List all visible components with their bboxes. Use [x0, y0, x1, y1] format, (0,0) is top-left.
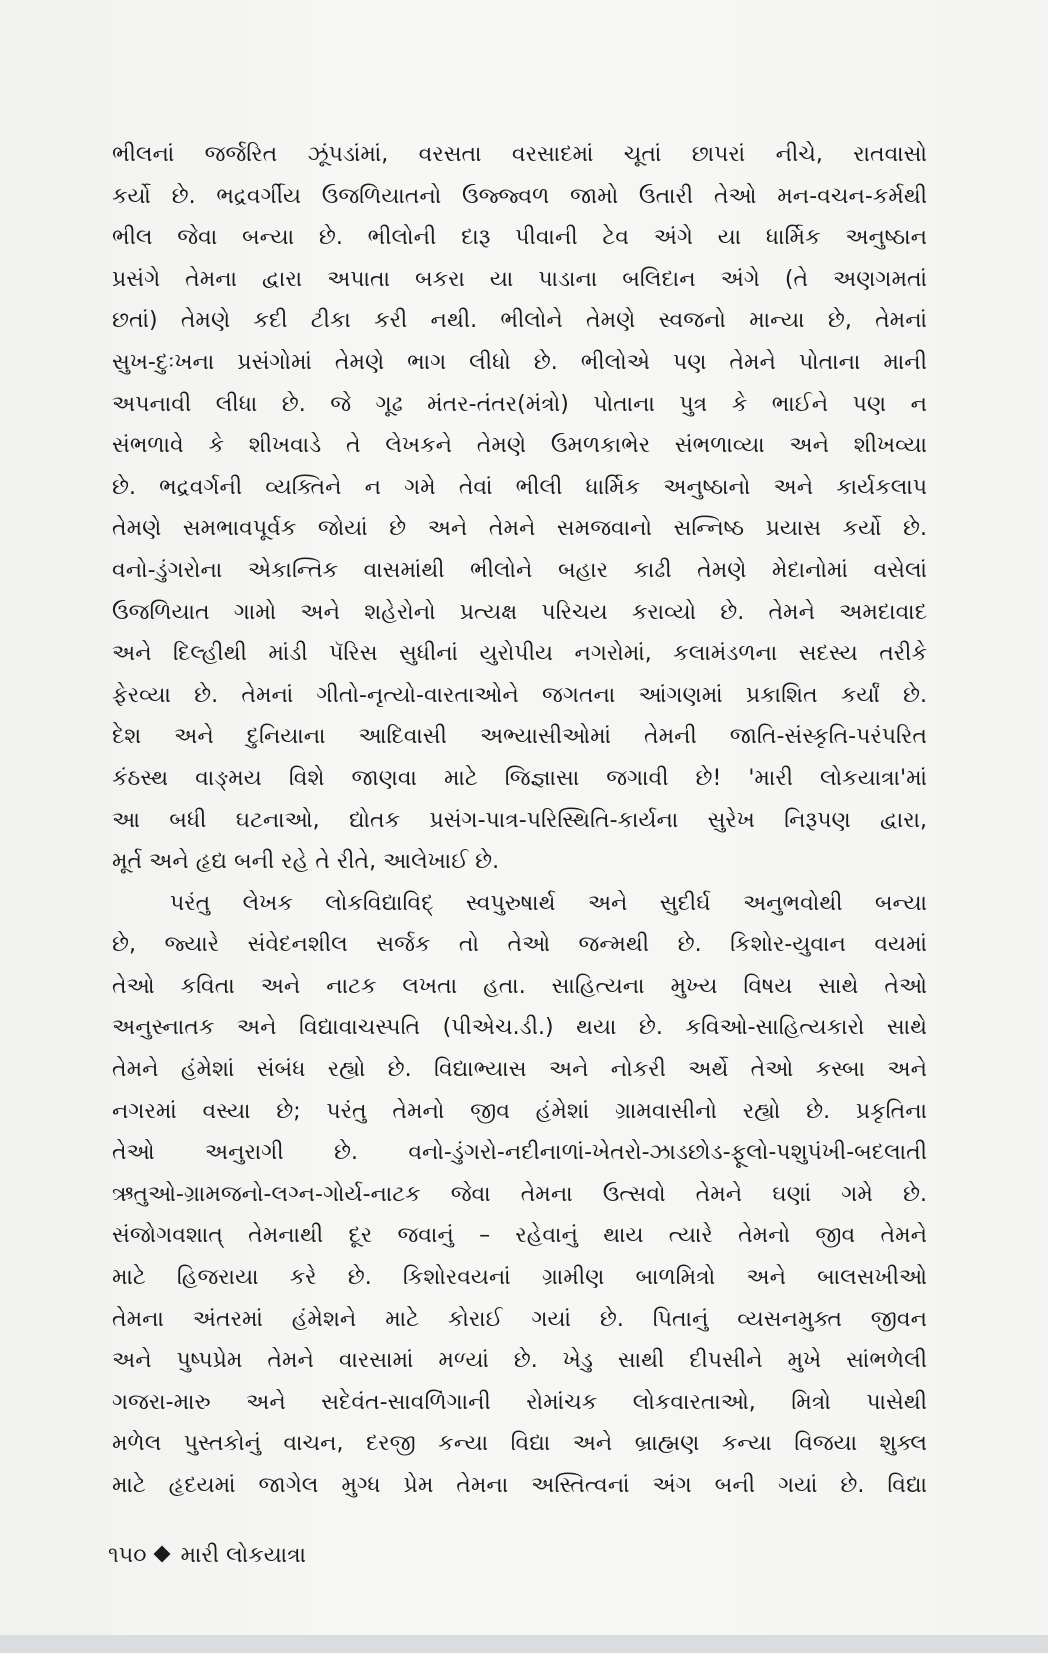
text-line: પ્રસંગે તેમના દ્વારા અપાતા બકરા યા પાડાના બલિદાન અંગે (તે અણગમતાં	[112, 266, 927, 292]
text-line: અનુસ્નાતક અને વિદ્યાવાચસ્પતિ (પીએચ.ડી.) થયા છે. કવિઓ-સાહિત્યકારો સાથે	[112, 1015, 927, 1041]
page-bottom-edge	[0, 1635, 1048, 1653]
text-line: વનો-ડુંગરોના એકાન્તિક વાસમાંથી ભીલોને બહાર કાઢી તેમણે મેદાનોમાં વસેલાં	[112, 557, 927, 583]
text-line: ફેરવ્યા છે. તેમનાં ગીતો-નૃત્યો-વારતાઓને જગતના આંગણમાં પ્રકાશિત કર્યાં છે.	[112, 682, 927, 708]
text-line: મળેલ પુસ્તકોનું વાચન, દરજી કન્યા વિદ્યા અને બ્રાહ્મણ કન્યા વિજયા શુક્લ	[112, 1431, 927, 1457]
text-line: કર્યો છે. ભદ્રવર્ગીય ઉજળિયાતનો ઉજ્જ્વળ જામો ઉતારી તેઓ મન-વચન-કર્મથી	[112, 183, 927, 209]
text-line: ઉજળિયાત ગામો અને શહેરોનો પ્રત્યક્ષ પરિચય કરાવ્યો છે. તેમને અમદાવાદ	[112, 599, 927, 625]
diamond-separator-icon	[154, 1546, 171, 1563]
text-line: અને પુષ્પપ્રેમ તેમને વારસામાં મળ્યાં છે. ખેડુ સાથી દીપસીને મુખે સાંભળેલી	[112, 1348, 927, 1374]
page-footer	[108, 1536, 306, 1576]
text-line: અને દિલ્હીથી માંડી પૅરિસ સુધીનાં યુરોપીય નગરોમાં, કલામંડળના સદસ્ય તરીકે	[112, 641, 927, 667]
text-line: ગજરા-મારુ અને સદેવંત-સાવળિંગાની રોમાંચક લોકવારતાઓ, મિત્રો પાસેથી	[112, 1389, 927, 1415]
text-line: છે, જ્યારે સંવેદનશીલ સર્જક તો તેઓ જન્મથી છે. કિશોર-યુવાન વયમાં	[112, 932, 927, 958]
text-line: નગરમાં વસ્યા છે; પરંતુ તેમનો જીવ હંમેશાં ગ્રામવાસીનો રહ્યો છે. પ્રકૃતિના	[112, 1098, 927, 1124]
text-line: કંઠસ્થ વાઙ્મય વિશે જાણવા માટે જિજ્ઞાસા જગાવી છે! 'મારી લોકયાત્રા'માં	[112, 765, 927, 791]
text-line: છે. ભદ્રવર્ગની વ્યક્તિને ન ગમે તેવાં ભીલી ધાર્મિક અનુષ્ઠાનો અને કાર્યકલાપ	[112, 474, 927, 500]
text-line: તેઓ અનુરાગી છે. વનો-ડુંગરો-નદીનાળાં-ખેતરો-ઝાડછોડ-ફૂલો-પશુપંખી-બદલાતી	[112, 1140, 927, 1166]
text-line: સંભળાવે કે શીખવાડે તે લેખકને તેમણે ઉમળકાભેર સંભળાવ્યા અને શીખવ્યા	[112, 433, 927, 459]
text-line: તેમને હંમેશાં સંબંધ રહ્યો છે. વિદ્યાભ્યાસ અને નોકરી અર્થે તેઓ કસ્બા અને	[112, 1057, 927, 1083]
paragraph-2	[112, 883, 927, 1507]
text-line: સુખ-દુઃખના પ્રસંગોમાં તેમણે ભાગ લીધો છે. ભીલોએ પણ તેમને પોતાના માની	[112, 349, 927, 375]
text-line: દેશ અને દુનિયાના આદિવાસી અભ્યાસીઓમાં તેમની જાતિ-સંસ્કૃતિ-પરંપરિત	[112, 724, 927, 750]
text-line: પરંતુ લેખક લોકવિદ્યાવિદ્ સ્વપુરુષાર્થ અને સુદીર્ઘ અનુભવોથી બન્યા	[170, 890, 927, 916]
paragraph-1	[112, 134, 927, 883]
text-line: માટે હિજરાયા કરે છે. કિશોરવયનાં ગ્રામીણ બાળમિત્રો અને બાલસખીઓ	[112, 1265, 927, 1291]
text-line: મૂર્ત અને હૃદ્ય બની રહે તે રીતે, આલેખાઈ છે.	[112, 849, 500, 875]
text-line: સંજોગવશાત્ તેમનાથી દૂર જવાનું – રહેવાનું થાય ત્યારે તેમનો જીવ તેમને	[112, 1223, 927, 1249]
text-line: તેમના અંતરમાં હંમેશને માટે કોરાઈ ગયાં છે. પિતાનું વ્યસનમુક્ત જીવન	[112, 1306, 927, 1332]
text-line: ભીલ જેવા બન્યા છે. ભીલોની દારૂ પીવાની ટેવ અંગે યા ધાર્મિક અનુષ્ઠાન	[112, 225, 927, 251]
text-line: આ બધી ઘટનાઓ, દ્યોતક પ્રસંગ-પાત્ર-પરિસ્થિતિ-કાર્યના સુરેખ નિરૂપણ દ્વારા,	[112, 807, 927, 833]
text-line: તેમણે સમભાવપૂર્વક જોયાં છે અને તેમને સમજવાનો સન્નિષ્ઠ પ્રયાસ કર્યો છે.	[112, 516, 927, 542]
text-line: અપનાવી લીધા છે. જે ગૂઢ મંતર-તંતર(મંત્રો) પોતાના પુત્ર કે ભાઈને પણ ન	[112, 391, 927, 417]
text-line: ભીલનાં જર્જરિત ઝૂંપડાંમાં, વરસતા વરસાદમાં ચૂતાં છાપરાં નીચે, રાતવાસો	[112, 142, 927, 167]
text-line: ઋતુઓ-ગ્રામજનો-લગ્ન-ગોર્ય-નાટક જેવા તેમના ઉત્સવો તેમને ઘણાં ગમે છે.	[112, 1181, 927, 1207]
book-title: મારી લોકયાત્રા	[180, 1543, 307, 1568]
text-line: તેઓ કવિતા અને નાટક લખતા હતા. સાહિત્યના મુખ્ય વિષય સાથે તેઓ	[112, 973, 927, 999]
text-line: છતાં) તેમણે કદી ટીકા કરી નથી. ભીલોને તેમણે સ્વજનો માન્યા છે, તેમનાં	[112, 308, 927, 334]
text-line: માટે હૃદયમાં જાગેલ મુગ્ધ પ્રેમ તેમના અસ્તિત્વનાં અંગ બની ગયાં છે. વિદ્યા	[112, 1473, 927, 1498]
body-text	[112, 134, 927, 1507]
page-number: ૧૫૦	[108, 1543, 147, 1568]
